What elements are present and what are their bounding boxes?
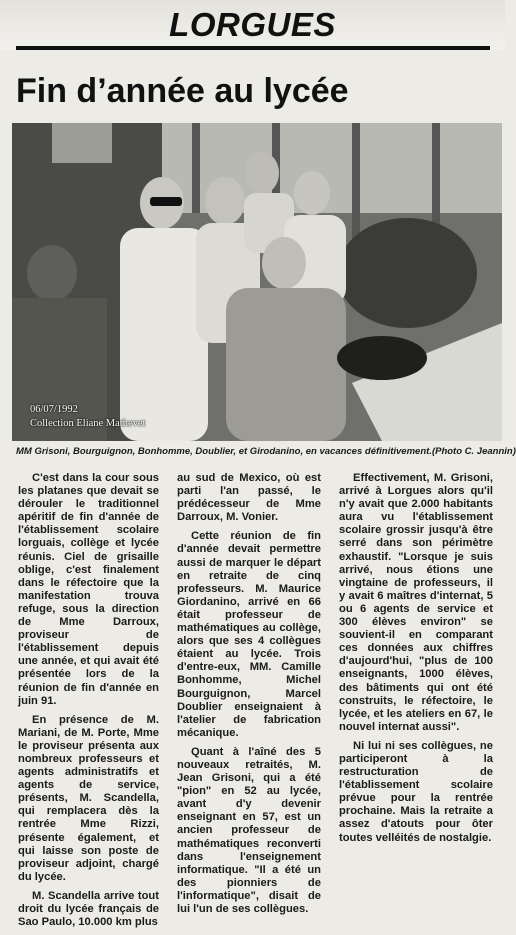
photo-collection-stamp: Collection Eliane Mathevet (30, 418, 146, 429)
paragraph: Cette réunion de fin d'année devait permettre aussi de marquer le départ en retraite de cinq professeurs. M. Maurice Giordanino, arrivé en 66 était professeur de mathématiques au collège, alors que ses 4 collègues étaient au lycée. Trois d'entre-eux, MM. Camille Bonhomme, Michel Bourguignon, Marcel Doublier enseignaient à l'atelier de fabrication mécanique. (177, 530, 321, 739)
photo-date-stamp: 06/07/1992 (30, 404, 78, 415)
section-title: LORGUES (169, 6, 336, 43)
article-column-3 (339, 472, 493, 851)
article-column-1 (18, 472, 159, 935)
paragraph: Effectivement, M. Grisoni, arrivé à Lorgues alors qu'il n'y avait que 2.000 habitants aura vu l'établissement scolaire grossir jusqu'à être serré dans son périmètre exhaustif. "Lorsque je suis arrivé, nous étions une vingtaine de professeurs, il y avait 6 maîtres d'internat, 5 ou 6 agents de service et 300 élèves environ" se souvient-il en comparant ces données aux chiffres d'aujourd'hui, "plus de 100 enseignants, 1000 élèves, des bâtiments qui ont été construits, le réfectoire, le lycée, et les ateliers en 67, le nouvel internat aussi". (339, 472, 493, 733)
article-column-2 (177, 472, 321, 922)
photo-credit: (Photo C. Jeannin) (431, 446, 516, 457)
group-photo-illustration (12, 123, 502, 441)
article-photo (12, 123, 502, 441)
paragraph: M. Scandella arrive tout droit du lycée français de Sao Paulo, 10.000 km plus (18, 889, 159, 929)
article-headline: Fin d’année au lycée (16, 72, 349, 110)
paragraph: au sud de Mexico, où est parti l'an passé, le prédécesseur de Mme Darroux, M. Vonier. (177, 472, 321, 524)
paragraph: C'est dans la cour sous les platanes que devait se dérouler le traditionnel apéritif de fin d'année de l'établissement scolaire lorguais, collège et lycée réunis. Ciel de grisaille oblige, c'est finalement dans le réfectoire que la manifestation trouva refuge, sous la direction de Mme Darroux, proviseur de l'établissement depuis une année, et qui avait été présentée lors de la réunion de fin d'année en juin 91. (18, 472, 159, 707)
paragraph: Quant à l'aîné des 5 nouveaux retraités, M. Jean Grisoni, qui a été "pion" en 52 au lycée, avant d'y devenir enseignant en 57, est un ancien professeur de mathématiques reconverti dans l'enseignement informatique. "Il a été un des pionniers de l'informatique", disait de lui l'un de ses collègues. (177, 745, 321, 915)
photo-caption-row (16, 446, 516, 457)
header-rule (16, 46, 490, 50)
paragraph: En présence de M. Mariani, de M. Porte, Mme le proviseur présenta aux nombreux professeurs et agents administratifs et agents de service, présents, M. Scandella, qui remplacera dès la rentrée Mme Rizzi, présente également, et qui laisse son poste de proviseur adjoint, chargé du lycée. (18, 713, 159, 883)
paragraph: Ni lui ni ses collègues, ne participeront à la restructuration de l'établissement scolaire prévue pour la rentrée prochaine. Mais la retraite a assez d'atouts pour ôter toutes velléités de nostalgie. (339, 739, 493, 844)
photo-caption: MM Grisoni, Bourguignon, Bonhomme, Doublier, et Girodanino, en vacances définitivement. (16, 446, 432, 457)
